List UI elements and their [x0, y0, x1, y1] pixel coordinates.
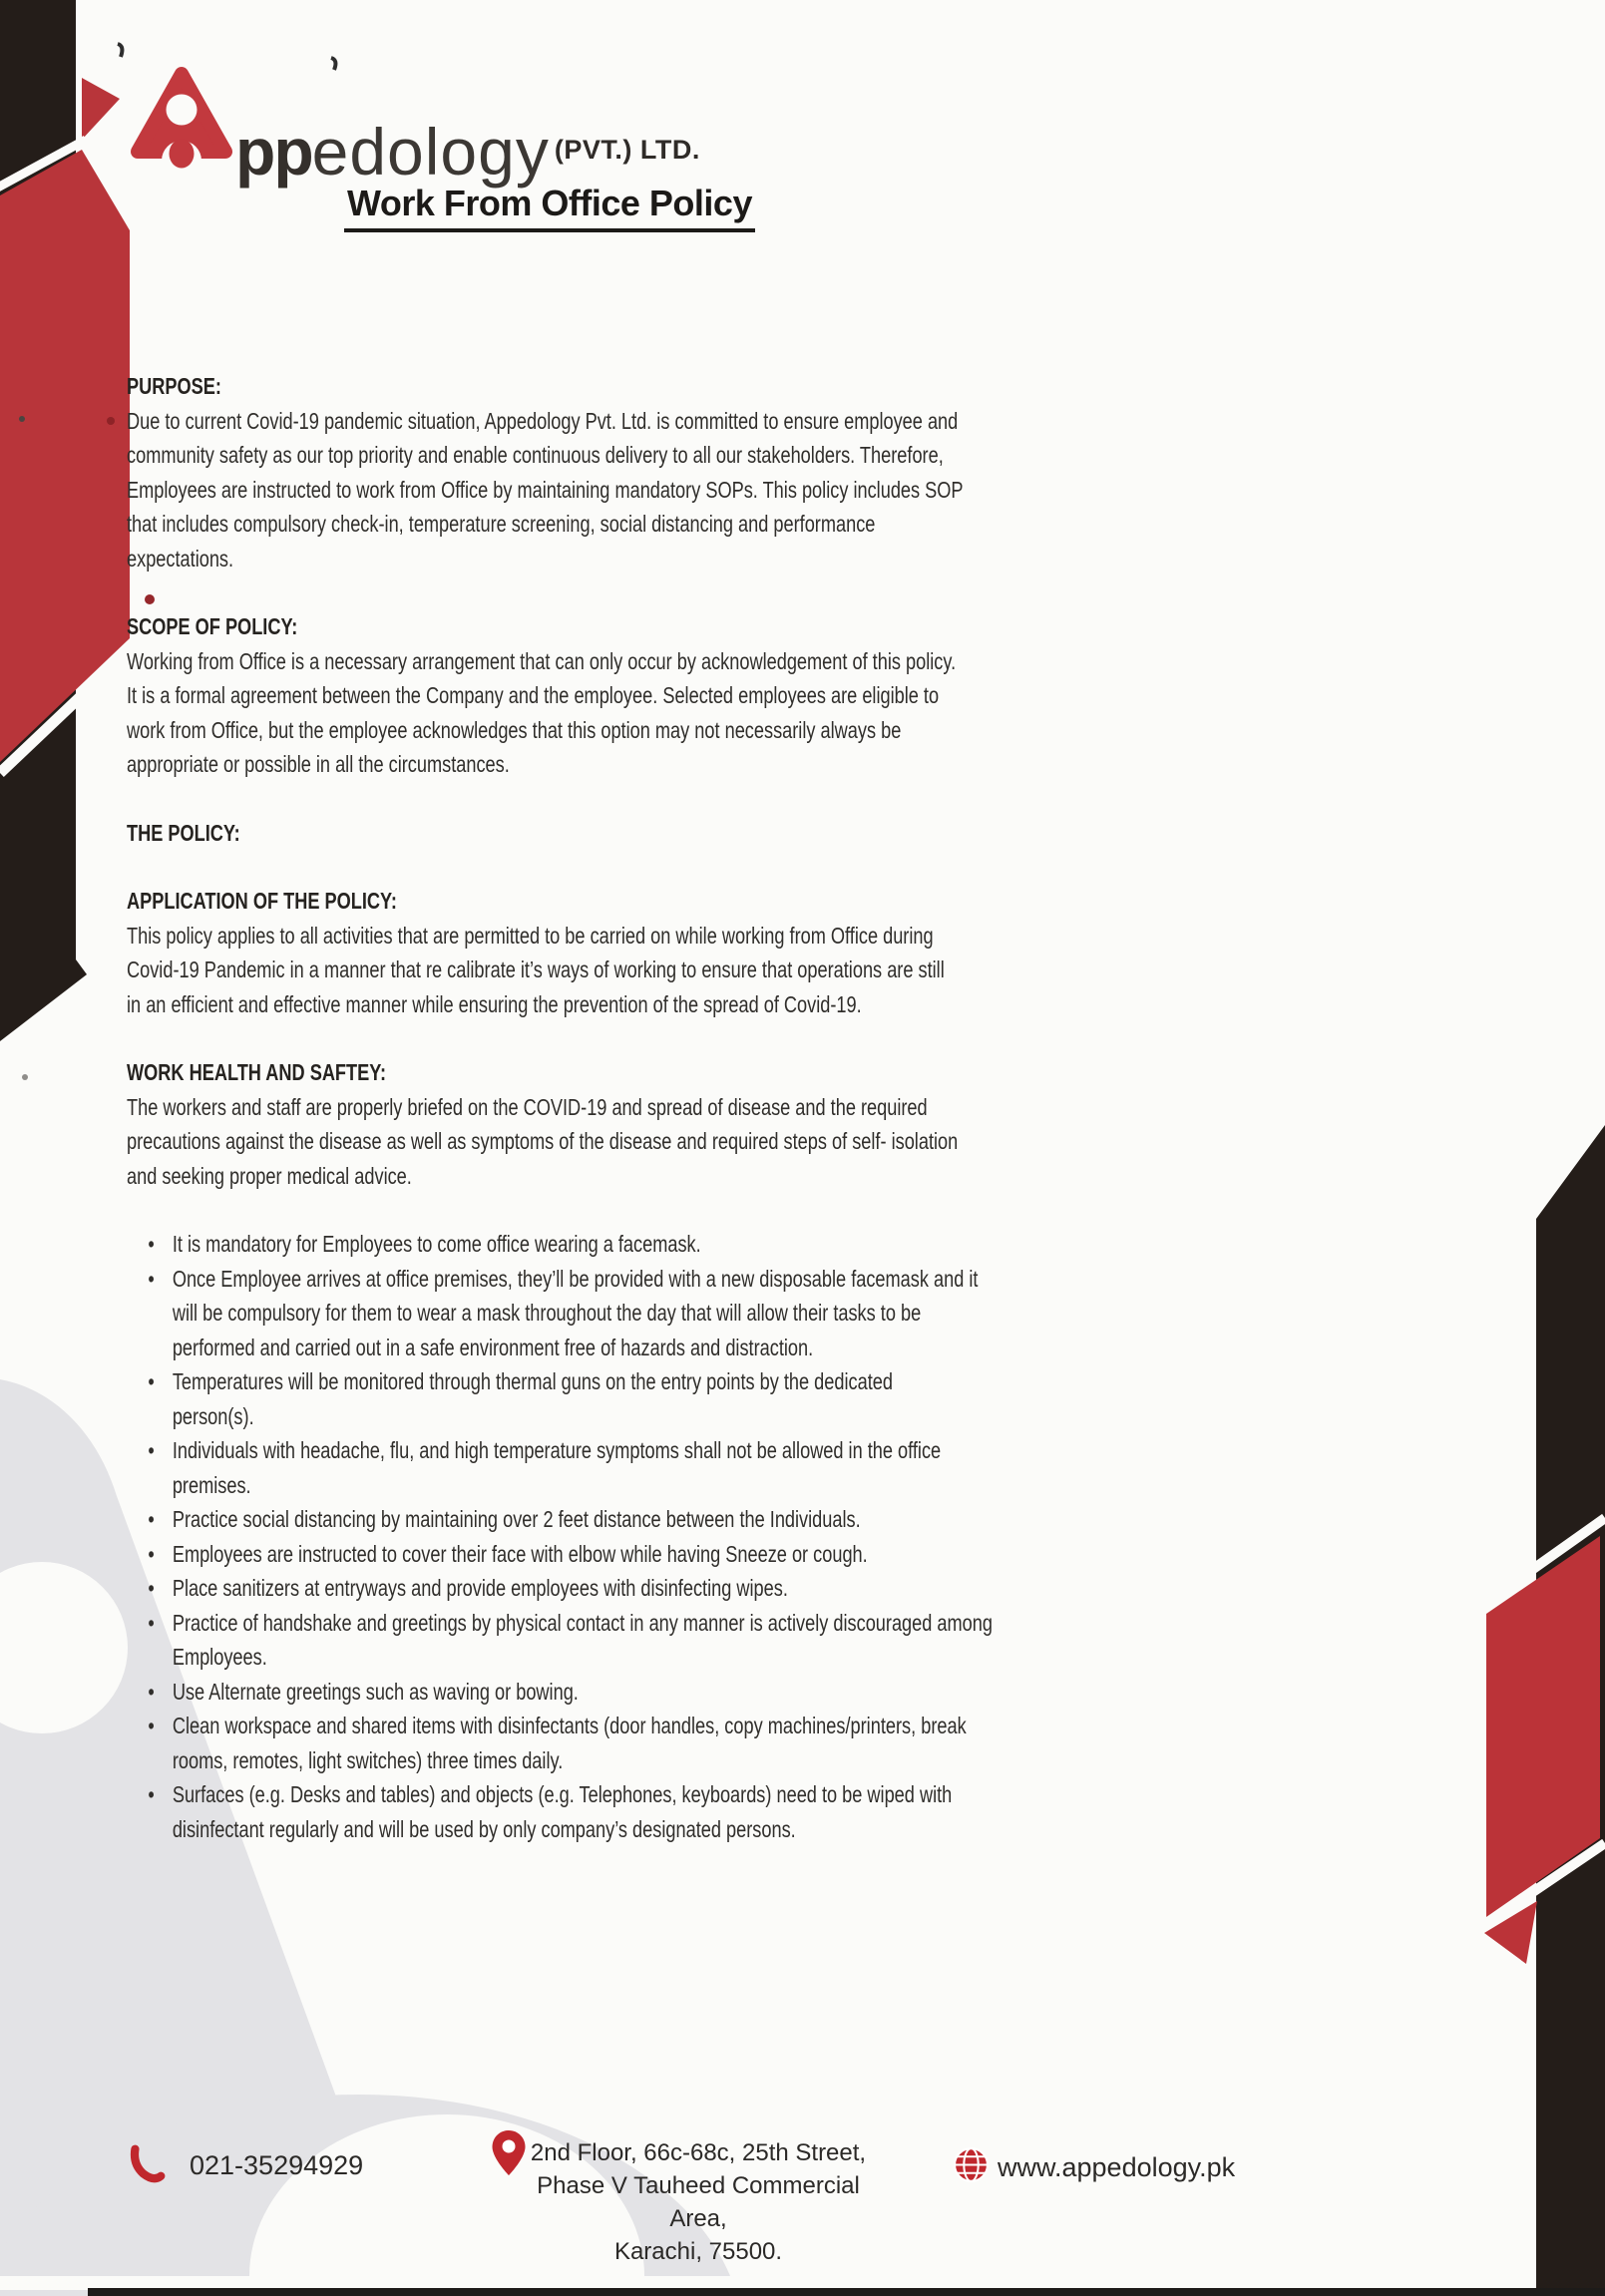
- section-heading: PURPOSE:: [127, 373, 221, 399]
- address-line: 2nd Floor, 66c-68c, 25th Street,: [530, 2139, 867, 2166]
- paragraph-line: It is a formal agreement between the Company and the employee. Selected employees are eligible to: [127, 682, 940, 708]
- bullet-line: disinfectant regularly and will be used by only company’s designated persons.: [172, 1815, 796, 1842]
- paragraph-line: work from Office, but the employee acknowledges that this option may not necessarily always be: [127, 716, 902, 743]
- bullet-dot: •: [148, 1781, 155, 1807]
- paragraph-line: The workers and staff are properly briefed on the COVID-19 and spread of disease and the required: [127, 1093, 928, 1120]
- bullet-line: Surfaces (e.g. Desks and tables) and objects (e.g. Telephones, keyboards) need to be wiped with: [172, 1781, 953, 1807]
- bullet-line: will be compulsory for them to wear a mask throughout the day that will allow their tasks to be: [172, 1300, 922, 1326]
- bullet-dot: •: [148, 1368, 155, 1394]
- bullet-line: Employees are instructed to cover their face with elbow while having Sneeze or cough.: [172, 1540, 868, 1567]
- section-heading: SCOPE OF POLICY:: [127, 613, 298, 639]
- appedology-mark-icon: [130, 66, 233, 170]
- phone-number: 021-35294929: [190, 2150, 364, 2180]
- bullet-dot: •: [148, 1575, 155, 1601]
- section-heading: APPLICATION OF THE POLICY:: [127, 888, 397, 914]
- paragraph-line: Working from Office is a necessary arrangement that can only occur by acknowledgement of this policy.: [127, 647, 957, 674]
- section-heading: THE POLICY:: [127, 819, 240, 846]
- bullet-line: Use Alternate greetings such as waving or bowing.: [172, 1678, 579, 1705]
- paragraph-line: Covid-19 Pandemic in a manner that re calibrate it’s ways of working to ensure that operations are still: [127, 957, 945, 982]
- bullet-item: [127, 1262, 993, 1365]
- bullet-item: [127, 1709, 993, 1777]
- bullet-line: Individuals with headache, flu, and high temperature symptoms shall not be allowed in the office: [172, 1437, 942, 1463]
- bullet-dot: •: [148, 1678, 155, 1705]
- paragraph-line: Employees are instructed to work from Office by maintaining mandatory SOPs. This policy includes SOP: [127, 476, 964, 503]
- left-red-triangle: [82, 78, 120, 140]
- bullet-line: Practice of handshake and greetings by physical contact in any manner is actively discouraged among: [172, 1609, 993, 1636]
- scan-edge-line: [88, 2288, 1605, 2296]
- bullet-line: person(s).: [172, 1402, 254, 1429]
- policy-section: [127, 369, 993, 575]
- document-title-text: Work From Office Policy: [344, 183, 755, 232]
- paragraph-line: Due to current Covid-19 pandemic situation, Appedology Pvt. Ltd. is committed to ensure employee and: [127, 407, 959, 434]
- bullet-dot: •: [148, 1609, 155, 1636]
- bullet-line: Clean workspace and shared items with disinfectants (door handles, copy machines/printers, break: [172, 1713, 967, 1738]
- bullet-item: [127, 1537, 993, 1572]
- bullet-line: Temperatures will be monitored through thermal guns on the entry points by the dedicated: [172, 1368, 893, 1394]
- bullet-dot: •: [148, 1231, 155, 1257]
- policy-section: [127, 1055, 993, 1193]
- paragraph-line: community safety as our top priority and enable continuous delivery to all our stakeholders. Therefore,: [127, 442, 944, 468]
- paragraph-line: expectations.: [127, 545, 234, 572]
- document-title: [127, 183, 973, 224]
- bullet-line: Once Employee arrives at office premises, they’ll be provided with a new disposable facemask and it: [172, 1265, 979, 1292]
- bullet-item: [127, 1433, 993, 1502]
- bullet-item: [127, 1606, 993, 1675]
- safety-bullet-list: [127, 1227, 993, 1846]
- bullet-line: performed and carried out in a safe environment free of hazards and distraction.: [172, 1334, 814, 1360]
- bullet-item: [127, 1227, 993, 1262]
- brand-text-light: edology: [311, 114, 550, 189]
- bullet-line: Place sanitizers at entryways and provide employees with disinfecting wipes.: [172, 1575, 788, 1601]
- brand-text-bold: pp: [235, 114, 312, 189]
- bullet-item: [127, 1675, 993, 1710]
- paragraph-line: in an efficient and effective manner while ensuring the prevention of the spread of Covid-19.: [127, 990, 862, 1017]
- paragraph-line: and seeking proper medical advice.: [127, 1162, 412, 1189]
- bullet-dot: •: [148, 1506, 155, 1532]
- website-url: www.appedology.pk: [998, 2152, 1236, 2182]
- policy-section: [127, 816, 993, 851]
- bullet-item: [127, 1571, 993, 1606]
- bullet-line: It is mandatory for Employees to come office wearing a facemask.: [172, 1231, 701, 1257]
- bullet-item: [127, 1364, 993, 1433]
- section-heading: WORK HEALTH AND SAFTEY:: [127, 1059, 387, 1085]
- bullet-item: [127, 1502, 993, 1537]
- address-line: Karachi, 75500.: [613, 2238, 783, 2265]
- bullet-dot: •: [148, 1437, 155, 1463]
- paragraph-line: appropriate or possible in all the circumstances.: [127, 751, 510, 777]
- policy-body: [127, 369, 993, 1846]
- address-line: Phase V Tauheed Commercial Area,: [537, 2172, 860, 2232]
- paragraph-line: This policy applies to all activities that are permitted to be carried on while working from Office during: [127, 922, 934, 949]
- bullet-line: Employees.: [172, 1644, 267, 1670]
- paragraph-line: precautions against the disease as well as symptoms of the disease and required steps of self- isolation: [127, 1128, 959, 1154]
- policy-section: [127, 884, 993, 1021]
- bullet-line: premises.: [172, 1471, 251, 1498]
- appedology-logo: [130, 66, 700, 189]
- paragraph-line: that includes compulsory check-in, temperature screening, social distancing and performance: [127, 511, 876, 537]
- brand-suffix: (PVT.) LTD.: [554, 135, 700, 165]
- policy-section: [127, 609, 993, 782]
- bullet-dot: •: [148, 1713, 155, 1738]
- bullet-dot: •: [148, 1540, 155, 1567]
- bullet-item: [127, 1777, 993, 1846]
- bullet-line: rooms, remotes, light switches) three times daily.: [172, 1746, 564, 1773]
- bullet-dot: •: [148, 1265, 155, 1292]
- bullet-line: Practice social distancing by maintaining over 2 feet distance between the Individuals.: [172, 1506, 861, 1532]
